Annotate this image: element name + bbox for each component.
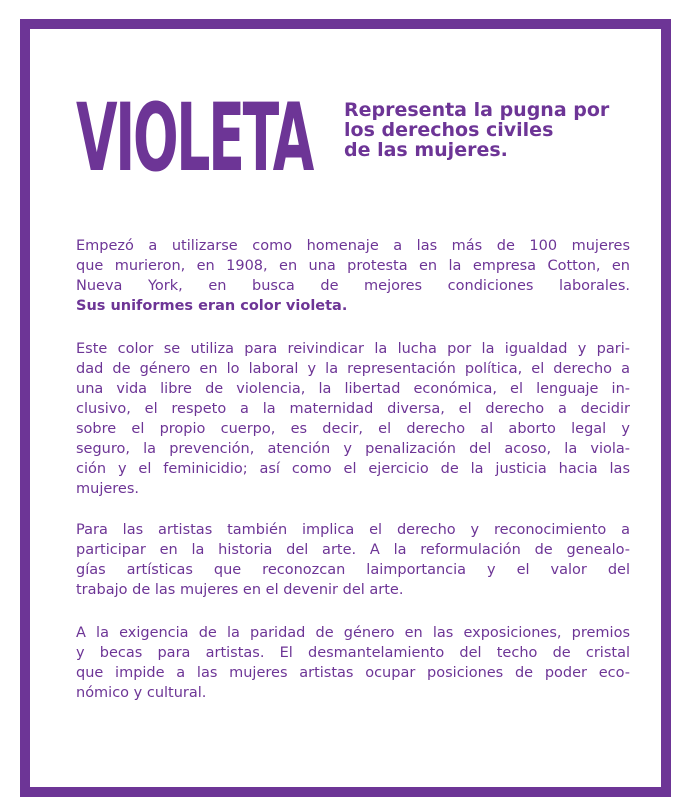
- paragraph-line: seguro, la prevención, atención y penalización del acoso, la viola-: [76, 441, 630, 457]
- paragraph-rights: [76, 339, 630, 499]
- tagline-line: de las mujeres.: [344, 139, 508, 161]
- paragraph-line: mujeres.: [76, 481, 139, 497]
- paragraph-line: y becas para artistas. El desmantelamiento del techo de cristal: [76, 645, 630, 661]
- paragraph-line: gías artísticas que reconozcan laimportancia y el valor del: [76, 562, 630, 578]
- paragraph-parity: [76, 623, 630, 703]
- tagline-line: los derechos civiles: [344, 119, 554, 141]
- paragraph-line: Empezó a utilizarse como homenaje a las más de 100 mujeres: [76, 238, 630, 254]
- paragraph-line: una vida libre de violencia, la libertad económica, el lenguaje in-: [76, 381, 630, 397]
- paragraph-line: trabajo de las mujeres en el devenir del arte.: [76, 582, 404, 598]
- paragraph-line: ción y el feminicidio; así como el ejercicio de la justicia hacia las: [76, 461, 630, 477]
- paragraph-bold-line: Sus uniformes eran color violeta.: [76, 298, 348, 314]
- paragraph-artists: [76, 520, 630, 600]
- paragraph-homage: [76, 236, 630, 316]
- paragraph-line: que impide a las mujeres artistas ocupar posiciones de poder eco-: [76, 665, 630, 681]
- paragraph-line: Este color se utiliza para reivindicar la lucha por la igualdad y pari-: [76, 341, 630, 357]
- tagline-line: Representa la pugna por: [344, 99, 610, 121]
- paragraph-line: dad de género en lo laboral y la representación política, el derecho a: [76, 361, 630, 377]
- paragraph-line: que murieron, en 1908, en una protesta en la empresa Cotton, en: [76, 258, 630, 274]
- paragraph-line: Para las artistas también implica el derecho y reconocimiento a: [76, 522, 630, 538]
- paragraph-line: participar en la historia del arte. A la reformulación de genealo-: [76, 542, 630, 558]
- paragraph-line: sobre el propio cuerpo, es decir, el derecho al aborto legal y: [76, 421, 630, 437]
- tagline: [344, 100, 644, 160]
- violeta-logo-text: VIOLETA: [76, 84, 315, 193]
- violeta-logo: [76, 58, 316, 198]
- paragraph-line: nómico y cultural.: [76, 685, 207, 701]
- paragraph-line: A la exigencia de la paridad de género en las exposiciones, premios: [76, 625, 630, 641]
- paragraph-line: clusivo, el respeto a la maternidad diversa, el derecho a decidir: [76, 401, 630, 417]
- paragraph-line: Nueva York, en busca de mejores condiciones laborales.: [76, 278, 630, 294]
